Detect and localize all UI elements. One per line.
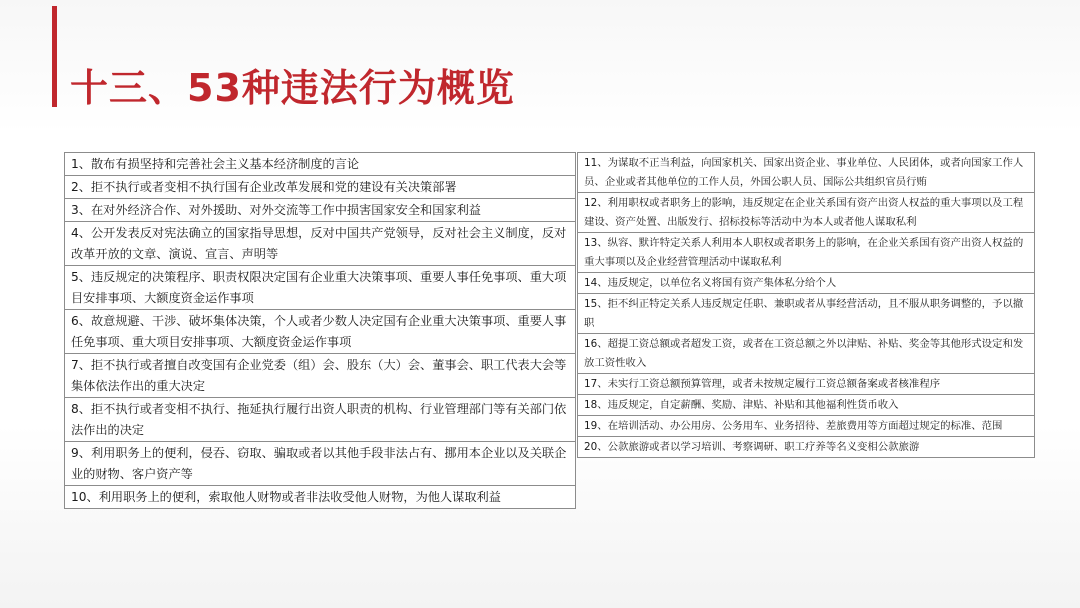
- table-row: [578, 334, 1035, 374]
- table-cell: 20、公款旅游或者以学习培训、考察调研、职工疗养等名义变相公款旅游: [578, 437, 1035, 458]
- table-cell: 6、故意规避、干涉、破坏集体决策，个人或者少数人决定国有企业重大决策事项、重要人事任免事项、重大项目安排事项、大额度资金运作事项: [65, 310, 576, 354]
- table-row: [65, 222, 576, 266]
- table-cell: 8、拒不执行或者变相不执行、拖延执行履行出资人职责的机构、行业管理部门等有关部门依法作出的决定: [65, 398, 576, 442]
- table-cell: 1、散布有损坚持和完善社会主义基本经济制度的言论: [65, 153, 576, 176]
- title-accent-bar: [52, 6, 57, 107]
- table-cell: 14、违反规定，以单位名义将国有资产集体私分给个人: [578, 273, 1035, 294]
- table-row: [578, 193, 1035, 233]
- table-row: [65, 486, 576, 509]
- table-row: [65, 199, 576, 222]
- table-row: [578, 294, 1035, 334]
- table-row: [65, 442, 576, 486]
- table-row: [578, 416, 1035, 437]
- table-cell: 4、公开发表反对宪法确立的国家指导思想，反对中国共产党领导，反对社会主义制度，反对改革开放的文章、演说、宣言、声明等: [65, 222, 576, 266]
- table-cell: 3、在对外经济合作、对外援助、对外交流等工作中损害国家安全和国家利益: [65, 199, 576, 222]
- table-row: [578, 153, 1035, 193]
- table-cell: 12、利用职权或者职务上的影响，违反规定在企业关系国有资产出资人权益的重大事项以及工程建设、资产处置、出版发行、招标投标等活动中为本人或者他人谋取私利: [578, 193, 1035, 233]
- table-cell: 7、拒不执行或者擅自改变国有企业党委（组）会、股东（大）会、董事会、职工代表大会等集体依法作出的重大决定: [65, 354, 576, 398]
- table-row: [578, 273, 1035, 294]
- violations-table-left: [64, 152, 576, 509]
- table-cell: 15、拒不纠正特定关系人违反规定任职、兼职或者从事经营活动，且不服从职务调整的，予以撤职: [578, 294, 1035, 334]
- table-row: [578, 374, 1035, 395]
- table-cell: 13、纵容、默许特定关系人利用本人职权或者职务上的影响，在企业关系国有资产出资人权益的重大事项以及企业经营管理活动中谋取私利: [578, 233, 1035, 273]
- table-cell: 18、违反规定，自定薪酬、奖励、津贴、补贴和其他福利性货币收入: [578, 395, 1035, 416]
- table-cell: 5、违反规定的决策程序、职责权限决定国有企业重大决策事项、重要人事任免事项、重大项目安排事项、大额度资金运作事项: [65, 266, 576, 310]
- table-cell: 9、利用职务上的便利，侵吞、窃取、骗取或者以其他手段非法占有、挪用本企业以及关联企业的财物、客户资产等: [65, 442, 576, 486]
- table-row: [578, 395, 1035, 416]
- table-row: [65, 153, 576, 176]
- table-cell: 16、超提工资总额或者超发工资，或者在工资总额之外以津贴、补贴、奖金等其他形式设定和发放工资性收入: [578, 334, 1035, 374]
- table-row: [578, 233, 1035, 273]
- violations-table-right: [577, 152, 1035, 458]
- table-row: [65, 266, 576, 310]
- table-cell: 19、在培训活动、办公用房、公务用车、业务招待、差旅费用等方面超过规定的标准、范围: [578, 416, 1035, 437]
- table-cell: 10、利用职务上的便利，索取他人财物或者非法收受他人财物，为他人谋取利益: [65, 486, 576, 509]
- table-row: [65, 176, 576, 199]
- table-cell: 2、拒不执行或者变相不执行国有企业改革发展和党的建设有关决策部署: [65, 176, 576, 199]
- table-cell: 17、未实行工资总额预算管理，或者未按规定履行工资总额备案或者核准程序: [578, 374, 1035, 395]
- table-row: [65, 310, 576, 354]
- slide-title: 十三、53种违法行为概览: [70, 66, 515, 110]
- table-row: [578, 437, 1035, 458]
- table-row: [65, 354, 576, 398]
- table-row: [65, 398, 576, 442]
- table-cell: 11、为谋取不正当利益，向国家机关、国家出资企业、事业单位、人民团体，或者向国家工作人员、企业或者其他单位的工作人员，外国公职人员、国际公共组织官员行贿: [578, 153, 1035, 193]
